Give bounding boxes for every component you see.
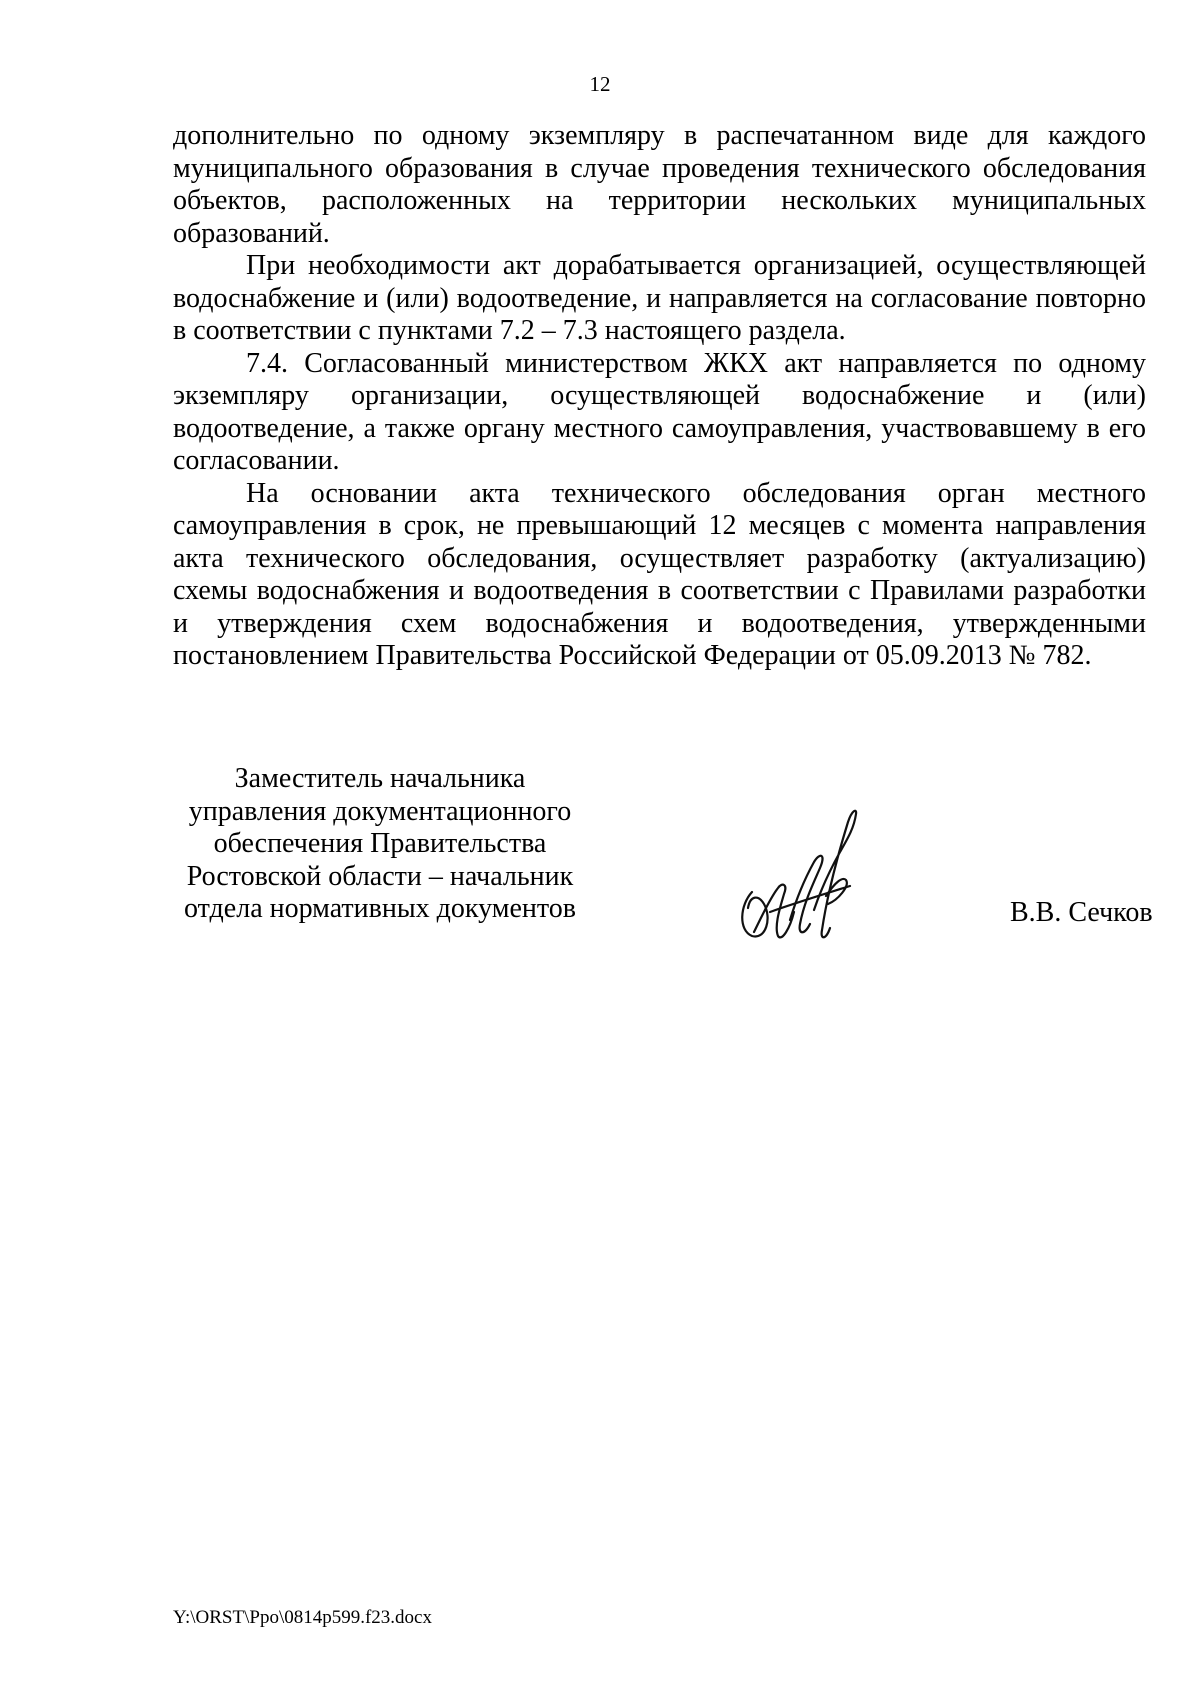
paragraph-continuation: дополнительно по одному экземпляру в распечатанном виде для каждого муниципального образования в случае проведения технического обследования объектов, расположенных на территории нескольких муниципальных образований.: [173, 120, 1146, 249]
handwritten-signature-icon: [730, 800, 880, 950]
page-number: 12: [589, 72, 611, 96]
position-line: управления документационного: [188, 795, 572, 827]
document-body: [173, 120, 1146, 673]
footer-file-path: Y:\ORST\Ppo\0814p599.f23.docx: [173, 1607, 432, 1628]
position-line: Ростовской области – начальник: [186, 860, 574, 892]
signatory-position: [160, 763, 600, 926]
paragraph-revision: При необходимости акт дорабатывается организацией, осуществляющей водоснабжение и (или) водоотведение, и направляется на согласование повторно в соответствии с пунктами 7.2 – 7.3 настоящего раздела.: [173, 250, 1146, 346]
position-line: обеспечения Правительства: [213, 828, 547, 859]
paragraph-7-4: 7.4. Согласованный министерством ЖКХ акт направляется по одному экземпляру организации, осуществляющей водоснабжение и (или) водоотведение, а также органу местного самоуправления, участвовавшему в его согласовании.: [173, 347, 1146, 476]
position-line: отдела нормативных документов: [184, 893, 576, 924]
signer-name: В.В. Сечков: [1010, 897, 1153, 928]
position-line: Заместитель начальника: [234, 763, 526, 794]
paragraph-scheme-development: На основании акта технического обследования орган местного самоуправления в срок, не превышающий 12 месяцев с момента направления акта технического обследования, осуществляет разработку (актуализацию) схемы водоснабжения и водоотведения в соответствии с Правилами разработки и утверждения схем водоснабжения и водоотведения, утвержденными постановлением Правительства Российской Федерации от 05.09.2013 № 782.: [173, 477, 1146, 671]
